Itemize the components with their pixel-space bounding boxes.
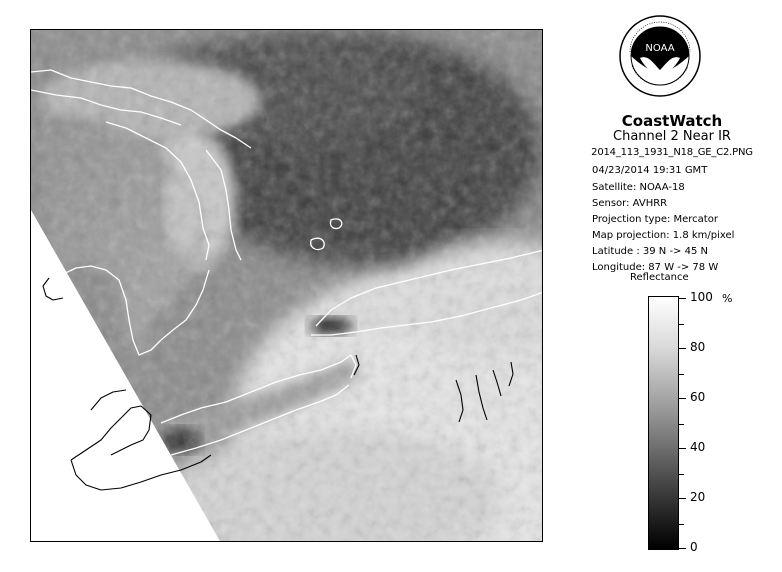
projection-type-label: Projection type: Mercator: [592, 214, 718, 225]
filename-label: 2014_113_1931_N18_GE_C2.PNG: [591, 147, 753, 158]
datetime-label: 04/23/2014 19:31 GMT: [592, 165, 708, 176]
noaa-logo: [618, 14, 702, 98]
colorbar-tick: [679, 348, 686, 349]
colorbar-tick: [679, 448, 686, 449]
colorbar-label-80: 80: [690, 340, 706, 354]
colorbar-label-20: 20: [690, 490, 706, 504]
colorbar-tick: [679, 524, 684, 525]
map-projection-label: Map projection: 1.8 km/pixel: [592, 230, 735, 241]
logo-center-text: NOAA: [645, 43, 675, 54]
colorbar-label-0: 0: [690, 540, 698, 554]
colorbar-label-100: 100: [690, 290, 713, 304]
colorbar-tick: [679, 424, 684, 425]
legend-title: Reflectance: [630, 272, 689, 283]
brand-title: CoastWatch: [621, 112, 723, 130]
satellite-label: Satellite: NOAA-18: [592, 182, 685, 193]
colorbar-tick: [679, 374, 684, 375]
colorbar-tick: [679, 498, 686, 499]
satellite-image: [30, 29, 543, 542]
colorbar-tick: [679, 298, 686, 299]
legend-unit: %: [722, 292, 733, 305]
colorbar-label-60: 60: [690, 390, 706, 404]
longitude-label: Longitude: 87 W -> 78 W: [592, 262, 719, 273]
colorbar-label-40: 40: [690, 440, 706, 454]
reflectance-colorbar: [648, 296, 679, 550]
colorbar-tick: [679, 548, 686, 549]
channel-label: Channel 2 Near IR: [613, 129, 731, 144]
colorbar-tick: [679, 398, 686, 399]
colorbar-tick: [679, 324, 684, 325]
colorbar-tick: [679, 474, 684, 475]
sensor-label: Sensor: AVHRR: [592, 198, 668, 209]
latitude-label: Latitude : 39 N -> 45 N: [592, 246, 708, 257]
